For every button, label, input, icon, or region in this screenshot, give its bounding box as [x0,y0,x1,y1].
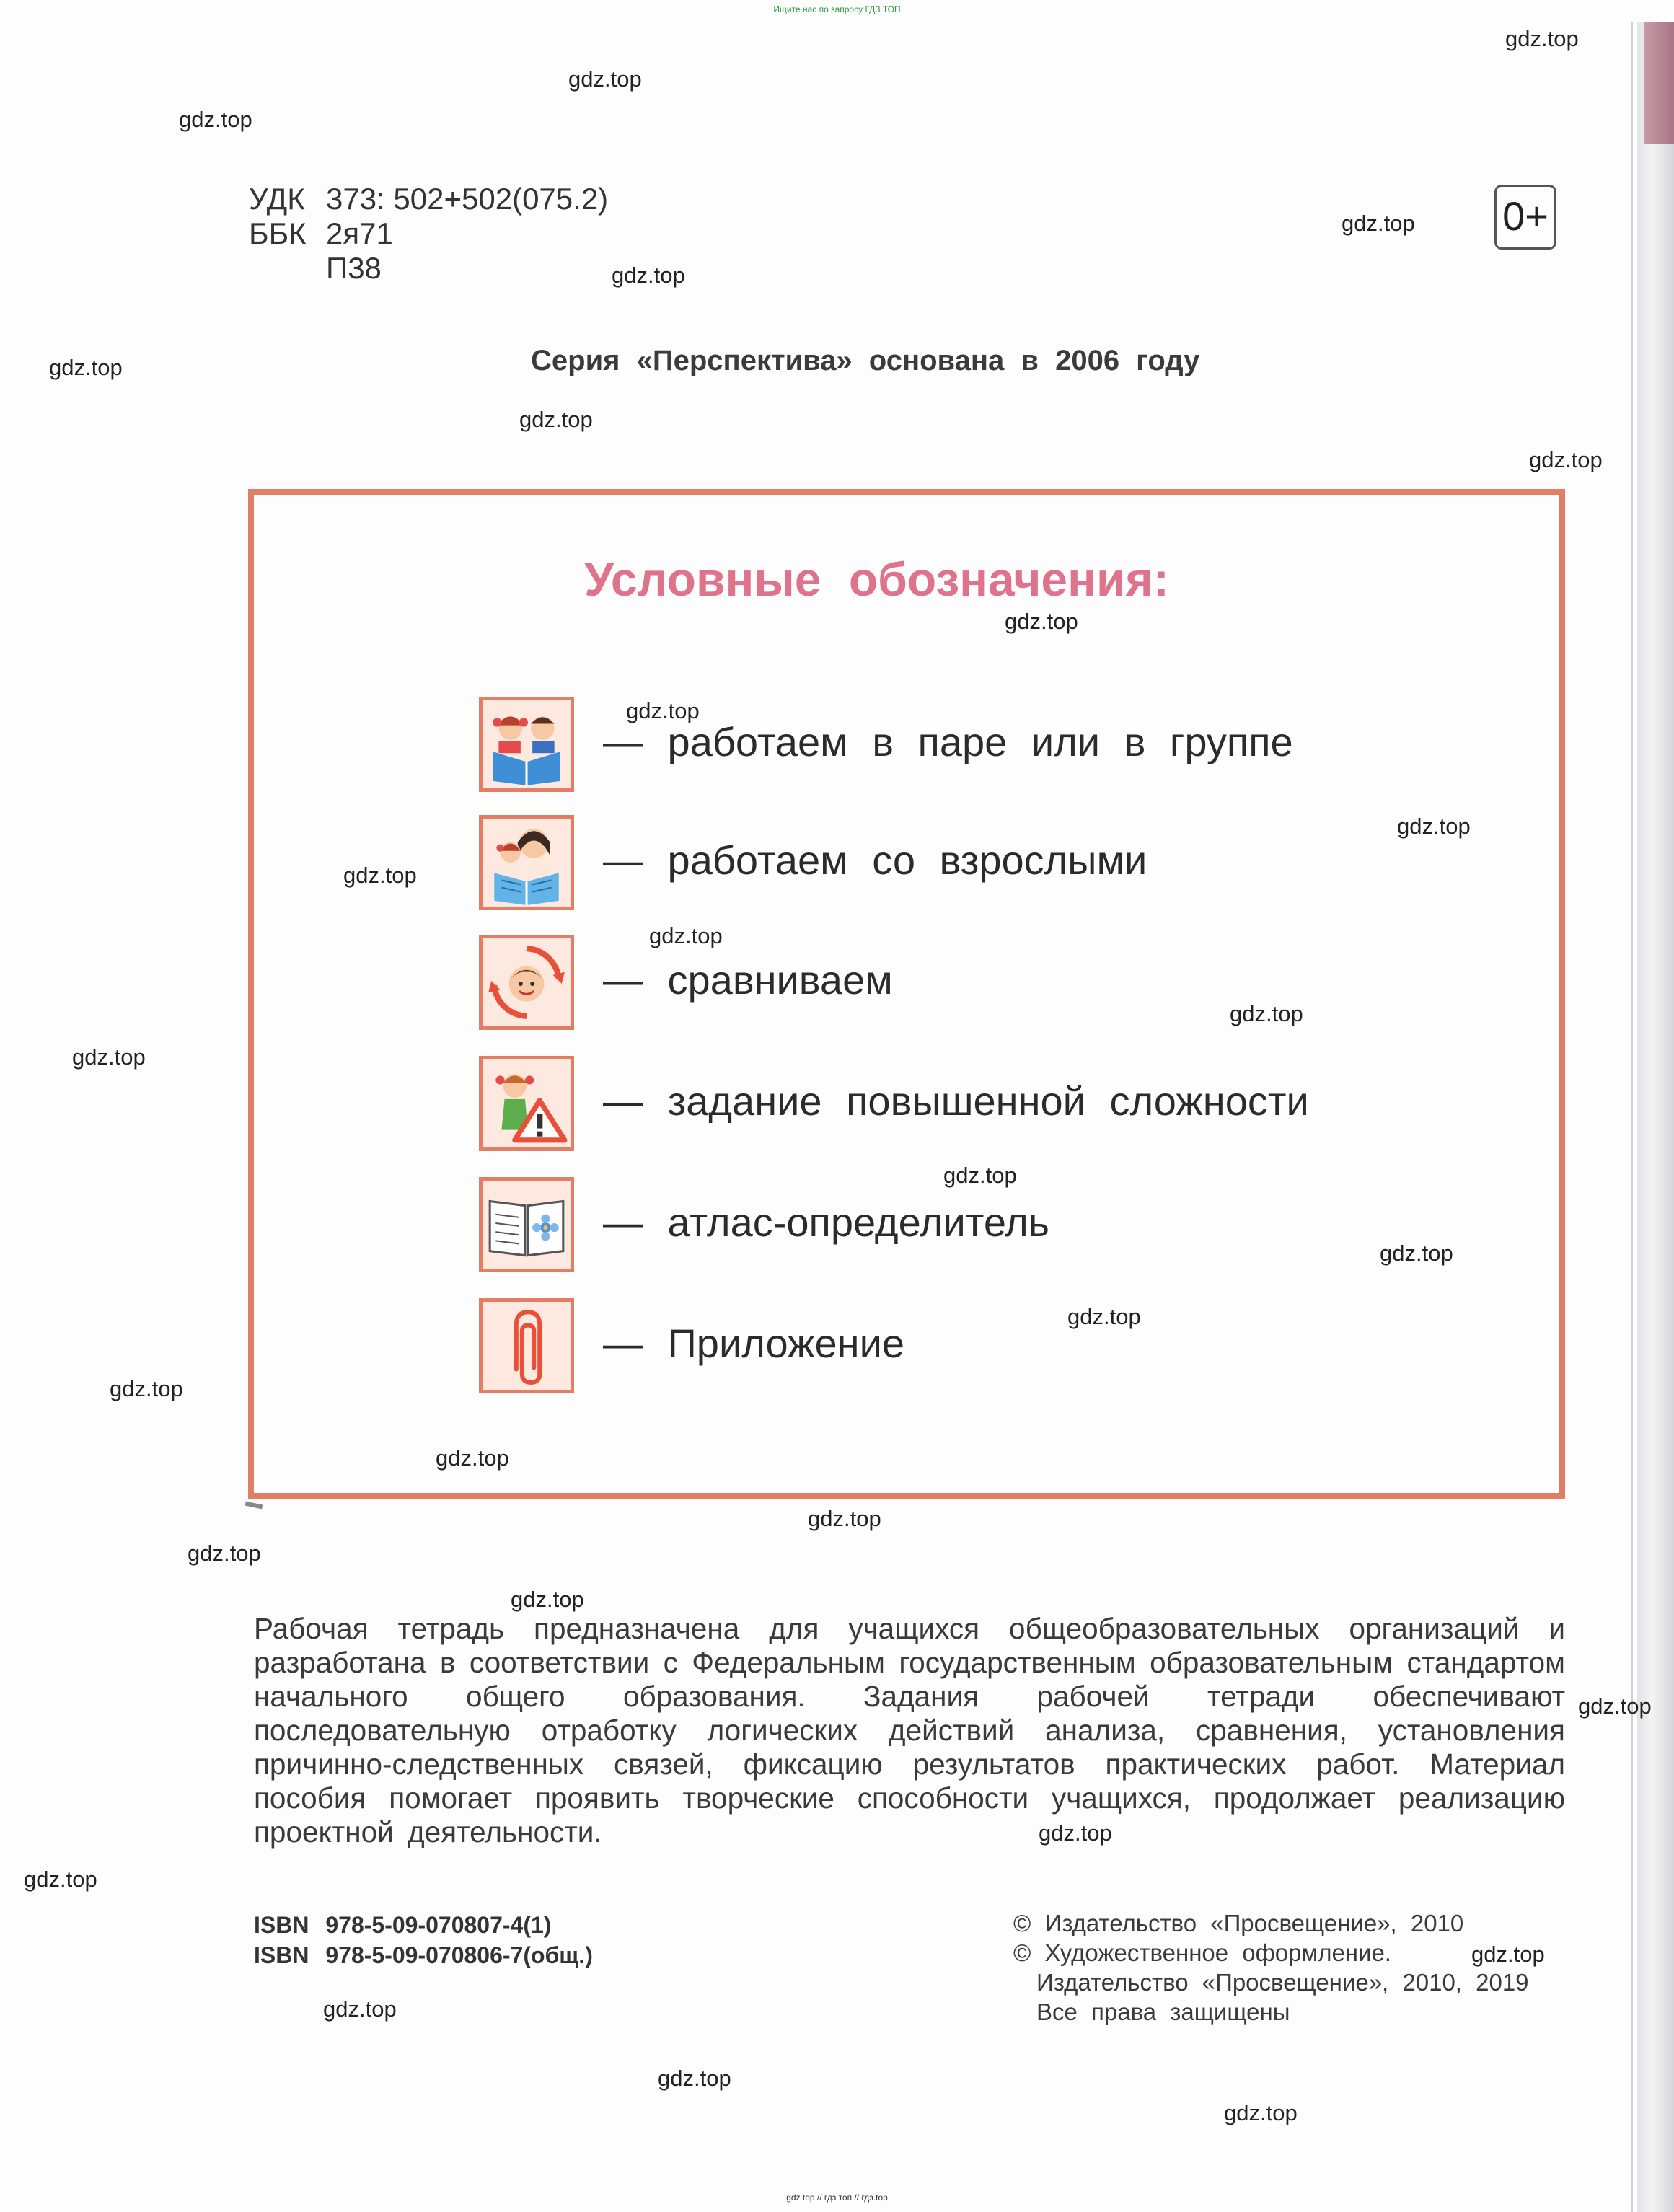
watermark: gdz.top [1230,1001,1303,1026]
annotation-text: Рабочая тетрадь предназначена для учащихся общеобразовательных организаций и разработана в соответствии с Федеральным государственным образовательным стандартом начального общего образования. Задания рабочей тетради обеспечивают последовательную отработку логических действий анализа, сравнения, установления причинно-следственных связей, фиксацию результатов практических работ. Материал пособия помогает проявить творческие способности учащихся, продолжает реализацию проектной деятельности. [254,1612,1565,1849]
watermark: gdz.top [436,1445,509,1471]
watermark: gdz.top [323,1996,397,2022]
legend-title: Условные обозначения: [584,552,1170,606]
udk-label: УДК [249,182,305,216]
watermark: gdz.top [1397,814,1471,839]
catalog-block [249,182,608,286]
isbn-line-2: ISBN 978-5-09-070806-7(общ.) [254,1942,593,1968]
series-line: Серия «Перспектива» основана в 2006 году [531,345,1200,376]
watermark: gdz.top [49,355,123,380]
watermark: gdz.top [658,2066,731,2091]
watermark: gdz.top [1224,2100,1298,2125]
udk-value: 373: 502+502(075.2) [326,182,609,216]
isbn-line-1: ISBN 978-5-09-070807-4(1) [254,1912,552,1938]
watermark: gdz.top [1342,211,1415,236]
watermark: gdz.top [1380,1241,1453,1266]
legend-item-pair-work: — работаем в паре или в группе [603,719,1293,764]
atlas-icon [479,1177,574,1272]
watermark: gdz.top [1005,609,1078,634]
bottom-note: gdz top // гдз топ // гдз.top [786,2193,888,2203]
watermark: gdz.top [808,1506,881,1531]
watermark: gdz.top [1505,26,1579,51]
copyright-line-1: © Издательство «Просвещение», 2010 [1013,1910,1464,1936]
legend-item-adults-work: — работаем со взрослыми [603,837,1147,883]
watermark: gdz.top [612,263,685,288]
bbk-row [249,216,608,251]
watermark: gdz.top [72,1044,146,1070]
watermark: gdz.top [1578,1693,1652,1719]
legend-item-compare: — сравниваем [603,957,893,1003]
legend-item-appendix: — Приложение [603,1321,905,1366]
watermark: gdz.top [1529,447,1603,472]
bbk-label: ББК [249,216,307,250]
watermark: gdz.top [649,923,723,948]
watermark: gdz.top [568,66,642,92]
legend-box [248,489,1565,1499]
isbn-block [254,1910,593,1970]
page-edge-line [1631,22,1633,2212]
watermark: gdz.top [188,1541,261,1566]
age-rating-badge: 0+ [1494,185,1556,250]
difficult-task-icon [479,1056,574,1151]
watermark: gdz.top [943,1163,1017,1188]
page-edge [1637,22,1674,2212]
watermark: gdz.top [626,698,700,723]
scan-mark [245,1502,263,1510]
udk-row [249,182,608,216]
adults-work-icon [479,815,574,910]
copyright-line-2: © Художественное оформление. [1013,1939,1391,1966]
watermark: gdz.top [110,1376,183,1401]
copyright-block [1013,1908,1529,2027]
show-through-heading [65,462,89,561]
watermark: gdz.top [343,863,417,888]
author-code: П38 [326,251,382,285]
watermark: gdz.top [1039,1820,1112,1846]
bbk-value: 2я71 [326,216,393,250]
compare-icon [479,935,574,1030]
pair-work-icon [479,697,574,792]
watermark: gdz.top [1067,1304,1141,1329]
watermark: gdz.top [519,407,593,432]
watermark: gdz.top [1471,1942,1545,1967]
watermark: gdz.top [511,1587,584,1612]
page-edge-cover [1644,22,1674,144]
legend-item-atlas: — атлас-определитель [603,1199,1049,1245]
copyright-line-3: Издательство «Просвещение», 2010, 2019 [1036,1969,1529,1996]
paperclip-icon [479,1298,574,1393]
top-note: Ищите нас по запросу ГДЗ ТОП [773,4,901,14]
copyright-line-4: Все права защищены [1036,1999,1290,2025]
author-code-row [249,251,608,286]
watermark: gdz.top [179,107,252,132]
watermark: gdz.top [24,1867,97,1892]
legend-item-difficult-task: — задание повышенной сложности [603,1078,1309,1124]
